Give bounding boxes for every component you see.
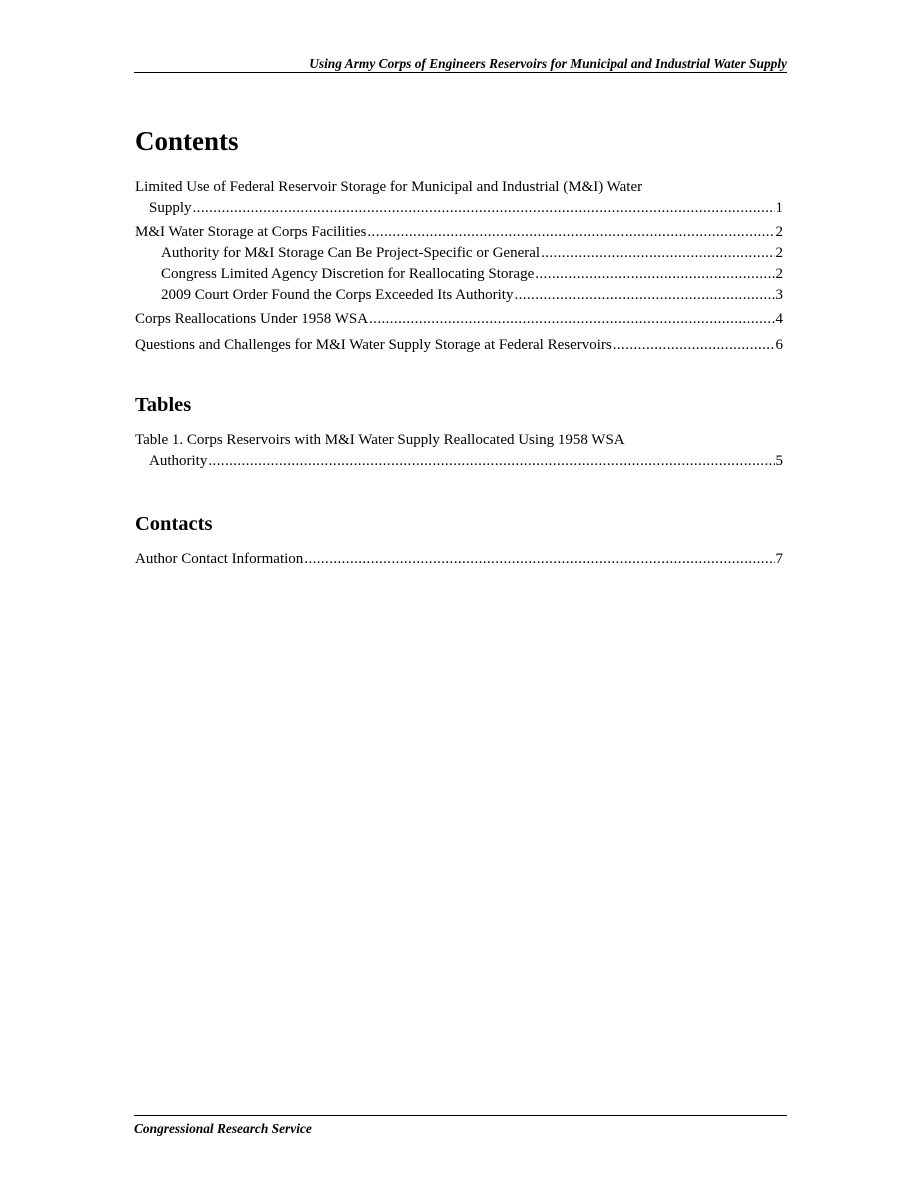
- tables-list: [135, 430, 783, 472]
- toc-entry-title: Author Contact Information: [135, 551, 304, 567]
- toc-subentry[interactable]: [135, 264, 783, 285]
- toc-entry-title-continued: Supply: [149, 200, 192, 216]
- toc-subentry[interactable]: [135, 285, 783, 306]
- footer-text: Congressional Research Service: [134, 1121, 312, 1136]
- contacts-list: [135, 549, 783, 570]
- contents-list: [135, 177, 783, 356]
- dot-leader: [193, 198, 775, 219]
- toc-entry-title-continued: Authority: [149, 453, 208, 469]
- toc-page-number: 3: [775, 287, 783, 303]
- dot-leader: [304, 549, 774, 570]
- toc-entry[interactable]: [135, 309, 783, 330]
- toc-page-number: 6: [775, 337, 783, 353]
- toc-entry-title: Authority for M&I Storage Can Be Project-Specific or General: [161, 245, 541, 261]
- contacts-heading: Contacts: [135, 513, 213, 535]
- tables-heading: Tables: [135, 394, 192, 416]
- dot-leader: [367, 222, 774, 243]
- toc-entry-title: Questions and Challenges for M&I Water Supply Storage at Federal Reservoirs: [135, 337, 612, 353]
- toc-entry-title: M&I Water Storage at Corps Facilities: [135, 224, 367, 240]
- toc-page-number: 1: [775, 200, 783, 216]
- toc-page-number: 5: [775, 453, 783, 469]
- toc-page-number: 7: [775, 551, 783, 567]
- toc-page-number: 4: [775, 311, 783, 327]
- contents-heading: Contents: [135, 126, 239, 156]
- page-footer: [134, 1115, 787, 1137]
- toc-entry-title: Congress Limited Agency Discretion for Reallocating Storage: [161, 266, 535, 282]
- dot-leader: [369, 309, 774, 330]
- running-header: [134, 55, 787, 73]
- toc-page-number: 2: [775, 266, 783, 282]
- toc-entry[interactable]: [135, 549, 783, 570]
- toc-entry-title: Corps Reallocations Under 1958 WSA: [135, 311, 369, 327]
- toc-entry-title: Limited Use of Federal Reservoir Storage for Municipal and Industrial (M&I) Water: [135, 179, 643, 195]
- dot-leader: [541, 243, 774, 264]
- toc-entry-title: 2009 Court Order Found the Corps Exceeded Its Authority: [161, 287, 514, 303]
- toc-entry[interactable]: [135, 430, 783, 472]
- toc-page-number: 2: [775, 245, 783, 261]
- toc-page-number: 2: [775, 224, 783, 240]
- toc-entry[interactable]: [135, 177, 783, 219]
- toc-entry[interactable]: [135, 335, 783, 356]
- toc-subentry[interactable]: [135, 243, 783, 264]
- dot-leader: [208, 451, 774, 472]
- toc-entry[interactable]: [135, 222, 783, 243]
- running-header-title: Using Army Corps of Engineers Reservoirs for Municipal and Industrial Water Supply: [309, 56, 787, 71]
- dot-leader: [535, 264, 774, 285]
- toc-entry-title: Table 1. Corps Reservoirs with M&I Water Supply Reallocated Using 1958 WSA: [135, 432, 625, 448]
- dot-leader: [613, 335, 775, 356]
- dot-leader: [514, 285, 774, 306]
